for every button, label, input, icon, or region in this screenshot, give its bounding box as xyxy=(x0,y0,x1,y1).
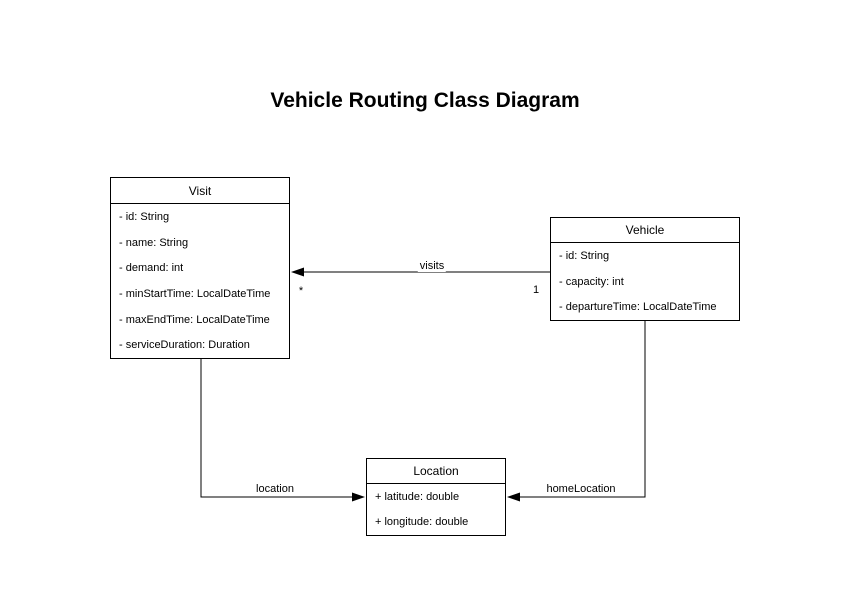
class-name-visit: Visit xyxy=(111,178,289,204)
attribute-row: - id: String xyxy=(119,210,170,223)
arrowhead-visits xyxy=(291,268,304,277)
edge-label-homelocation: homeLocation xyxy=(546,483,616,495)
class-attributes-location xyxy=(367,484,505,535)
edge-location[interactable] xyxy=(201,359,365,502)
edge-label-visits: visits xyxy=(419,260,445,272)
attribute-row: - demand: int xyxy=(119,262,184,275)
diagram-title: Vehicle Routing Class Diagram xyxy=(270,89,580,112)
class-attributes-visit xyxy=(111,204,289,358)
attribute-row: - maxEndTime: LocalDateTime xyxy=(119,313,270,326)
class-attributes-vehicle xyxy=(551,243,739,320)
attribute-row: - departureTime: LocalDateTime xyxy=(559,301,717,314)
attribute-row: - name: String xyxy=(119,236,189,249)
class-box-location[interactable] xyxy=(366,458,506,536)
attribute-row: - serviceDuration: Duration xyxy=(119,339,250,352)
multiplicity-visits-one: 1 xyxy=(532,284,540,296)
attribute-row: + longitude: double xyxy=(375,516,469,529)
class-box-vehicle[interactable] xyxy=(550,217,740,321)
arrowhead-homelocation xyxy=(507,493,520,502)
arrowhead-location xyxy=(352,493,365,502)
class-box-visit[interactable] xyxy=(110,177,290,359)
attribute-row: + latitude: double xyxy=(375,490,460,503)
class-name-location: Location xyxy=(367,459,505,484)
multiplicity-visits-many: * xyxy=(298,285,304,297)
class-name-vehicle: Vehicle xyxy=(551,218,739,243)
attribute-row: - capacity: int xyxy=(559,275,624,288)
attribute-row: - minStartTime: LocalDateTime xyxy=(119,287,271,300)
attribute-row: - id: String xyxy=(559,249,610,262)
edge-label-location: location xyxy=(256,483,294,495)
edge-homelocation[interactable] xyxy=(507,321,645,502)
